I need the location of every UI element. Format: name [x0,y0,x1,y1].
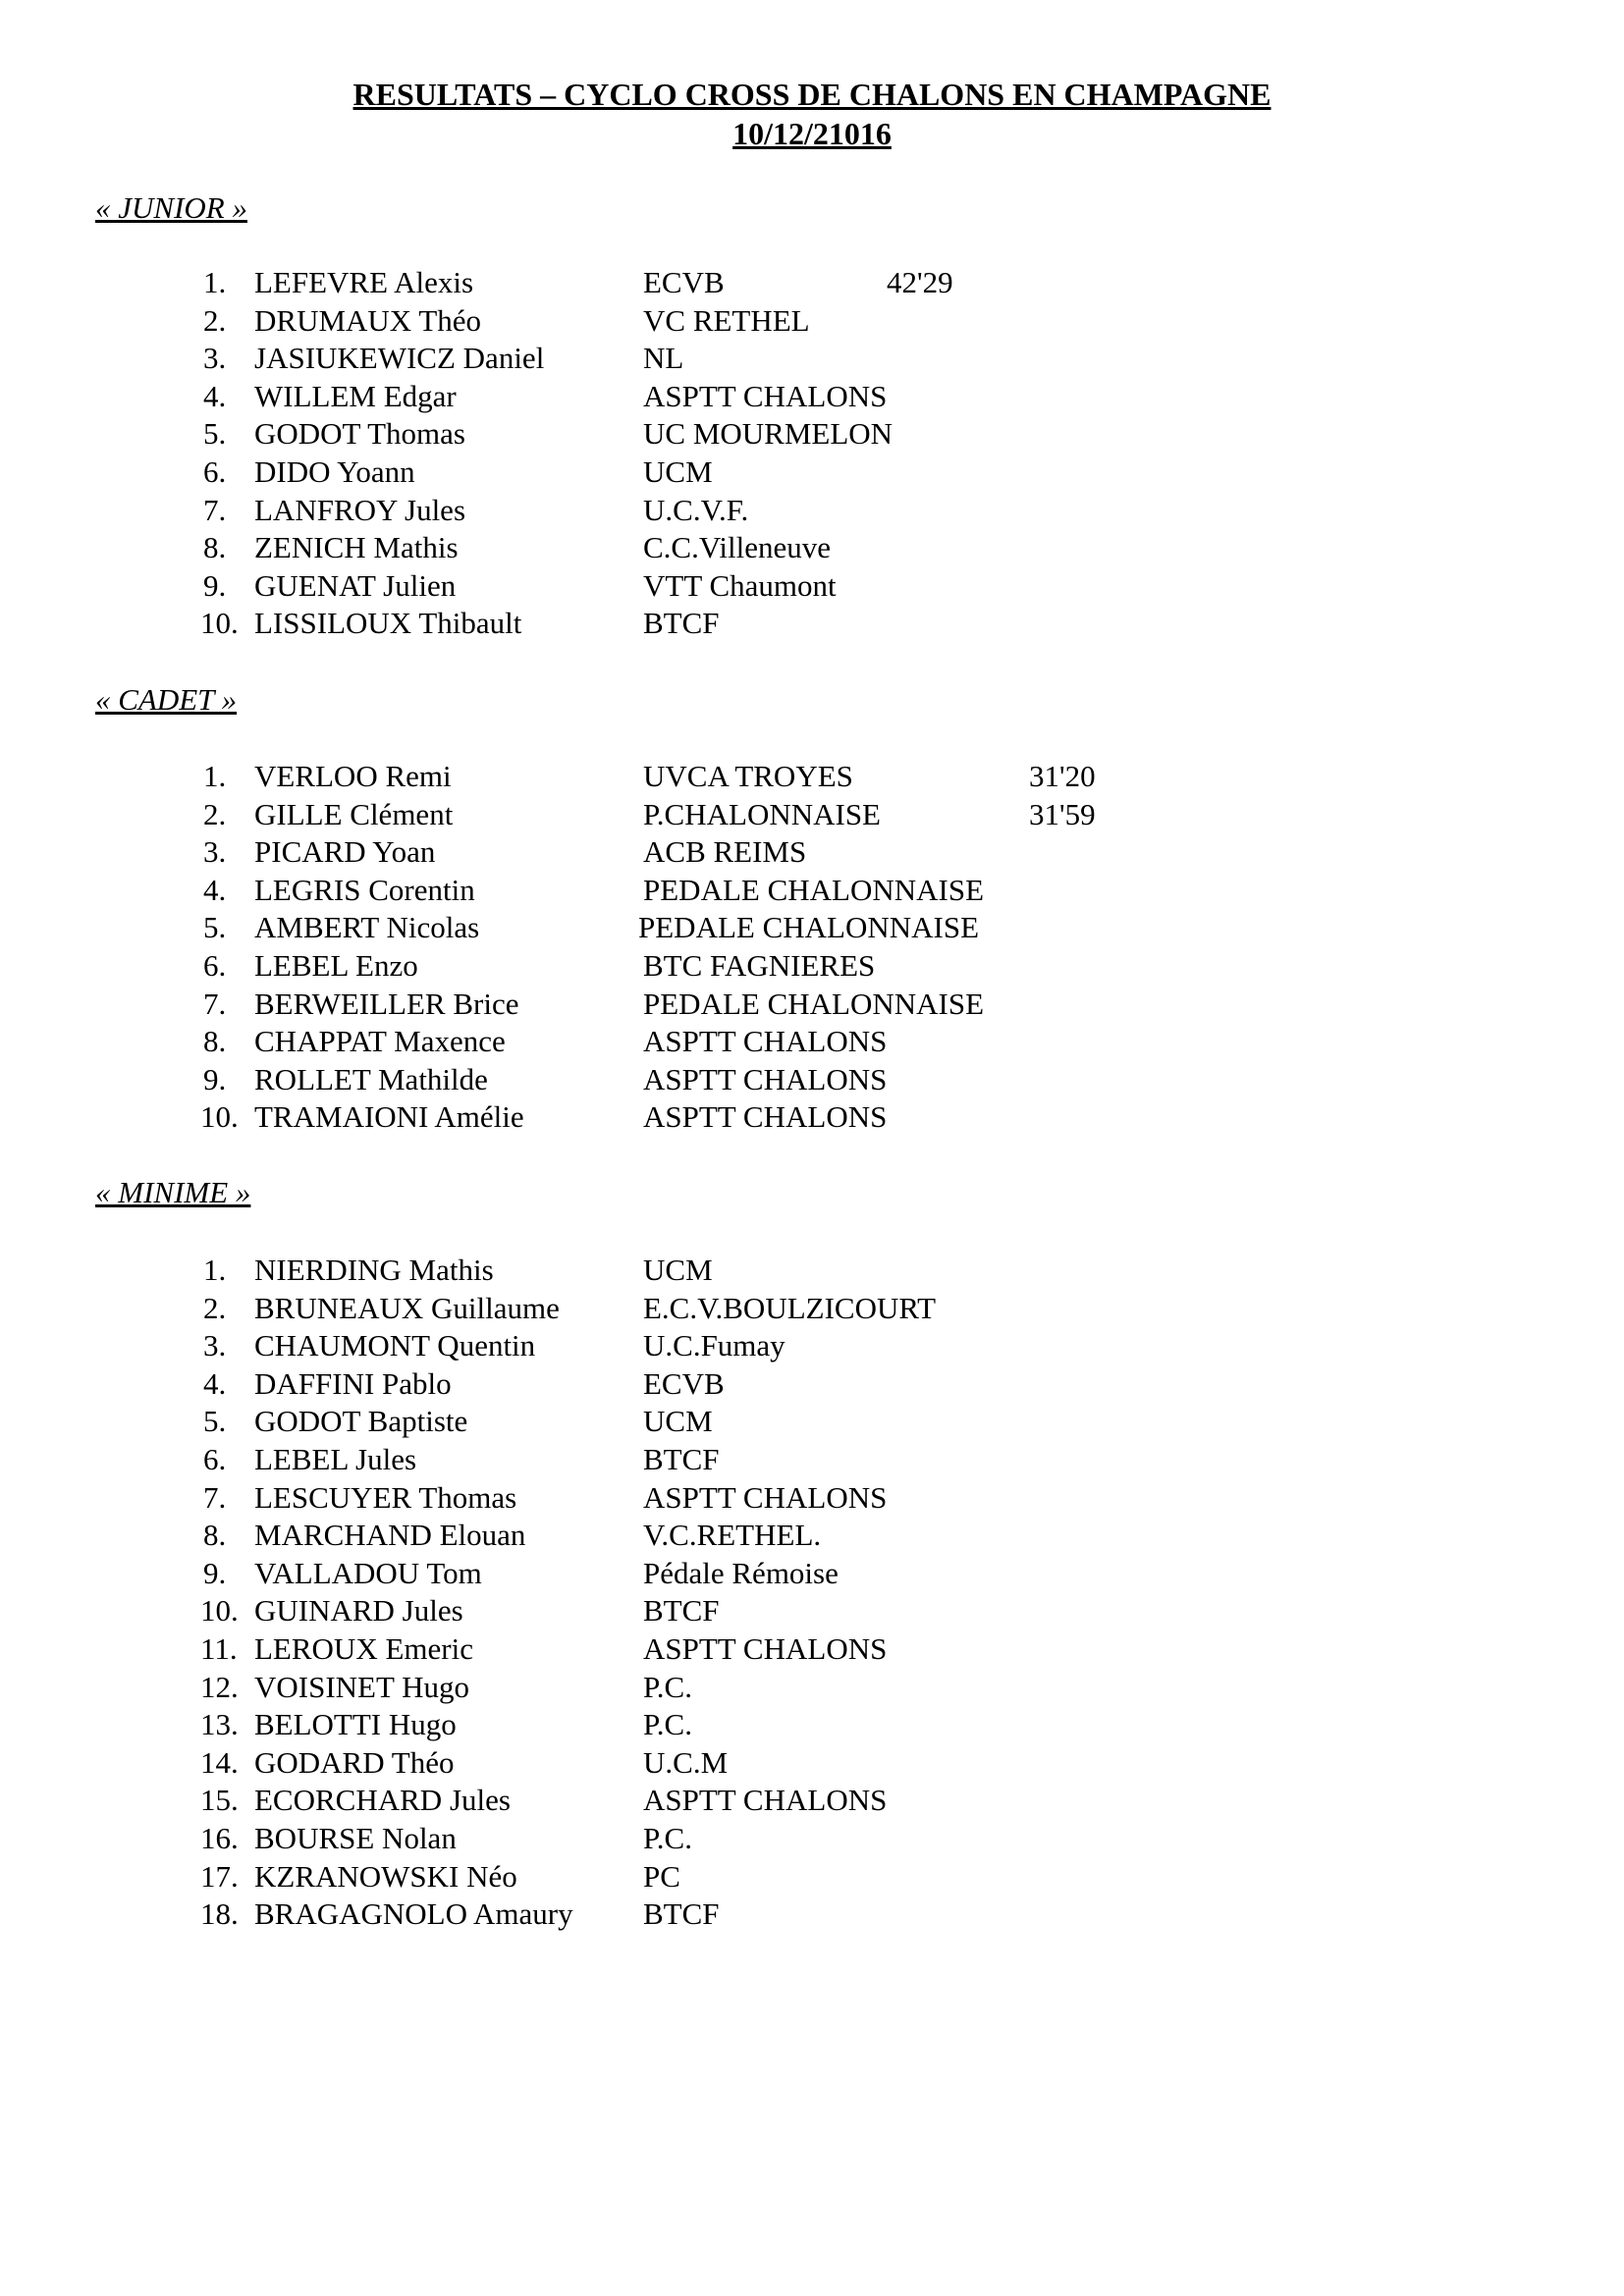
rider-name: LESCUYER Thomas [254,1479,517,1515]
result-row [0,608,1624,645]
result-row [0,1898,1624,1936]
result-row [0,1633,1624,1671]
club-name: PC [643,1858,680,1894]
club-name: ACB REIMS [643,834,807,870]
result-row [0,1444,1624,1481]
rank: 6. [203,1442,227,1476]
rank: 6. [203,454,227,489]
result-row [0,418,1624,455]
club-name: ECVB [643,1365,725,1401]
club-name: BTC FAGNIERES [643,948,876,983]
rider-name: LISSILOUX Thibault [254,606,522,641]
rider-name: GODOT Baptiste [254,1404,468,1439]
rank: 10. [200,1099,239,1135]
rank: 2. [203,796,227,831]
rider-name: GUINARD Jules [254,1593,463,1629]
rank: 7. [203,986,227,1021]
result-row [0,267,1624,304]
rider-name: PICARD Yoan [254,834,436,870]
rank: 8. [203,1518,227,1553]
rider-name: KZRANOWSKI Néo [254,1858,517,1894]
rank: 1. [203,265,227,299]
rank: 17. [200,1858,239,1894]
club-name: ECVB [643,265,725,299]
club-name: PEDALE CHALONNAISE [643,872,985,907]
finish-time: 31'20 [1029,759,1096,793]
rank: 3. [203,341,227,376]
result-row [0,1479,1624,1520]
rider-name: GUENAT Julien [254,567,457,603]
club-name: P.C. [643,1707,692,1742]
club-name: ASPTT CHALONS [643,1631,888,1666]
result-row [0,1520,1624,1557]
club-name: ASPTT CHALONS [643,1061,888,1096]
club-name: UCM [643,454,713,489]
rider-name: LEBEL Jules [254,1442,417,1476]
rider-name: BRUNEAUX Guillaume [254,1290,560,1325]
document-title: RESULTATS – CYCLO CROSS DE CHALONS EN CHAMPAGNE [352,77,1272,112]
rider-name: BOURSE Nolan [254,1821,457,1855]
rank: 12. [200,1669,239,1704]
rank: 13. [200,1707,239,1742]
rider-name: ZENICH Mathis [254,530,459,565]
rank: 3. [203,834,227,870]
rider-name: LANFROY Jules [254,492,466,527]
rank: 4. [203,1365,227,1401]
club-name: P.C. [643,1669,692,1704]
rank: 5. [203,1404,227,1439]
rank: 16. [200,1821,239,1855]
club-name: UCM [643,1253,713,1287]
club-name: BTCF [643,606,720,641]
rank: 1. [203,759,227,793]
result-row [0,761,1624,798]
rider-name: GODARD Théo [254,1744,455,1780]
rider-name: ECORCHARD Jules [254,1783,511,1818]
club-name: P.C. [643,1821,692,1855]
club-name: C.C.Villeneuve [643,530,831,565]
club-name: P.CHALONNAISE [643,796,881,831]
club-name: E.C.V.BOULZICOURT [643,1290,937,1325]
rank: 3. [203,1328,227,1363]
result-row [0,1290,1624,1330]
result-row [0,1595,1624,1632]
rank: 14. [200,1744,239,1780]
rider-name: AMBERT Nicolas [254,910,480,945]
result-row [0,1709,1624,1746]
rank: 10. [200,606,239,641]
result-row [0,1785,1624,1822]
rider-name: CHAUMONT Quentin [254,1328,536,1363]
rank: 4. [203,872,227,907]
section-heading: « MINIME » [95,1175,251,1209]
result-row [0,532,1624,569]
club-name: ASPTT CHALONS [643,1783,888,1818]
rider-name: DAFFINI Pablo [254,1365,452,1401]
document-date: 10/12/21016 [732,116,892,151]
rank: 5. [203,910,227,945]
club-name: UVCA TROYES [643,759,853,793]
rider-name: LEROUX Emeric [254,1631,473,1666]
result-row [0,567,1624,608]
rider-name: BELOTTI Hugo [254,1707,457,1742]
result-row [0,1744,1624,1785]
rank: 10. [200,1593,239,1629]
rider-name: NIERDING Mathis [254,1253,494,1287]
rider-name: MARCHAND Elouan [254,1518,526,1553]
rank: 9. [203,567,227,603]
rider-name: GILLE Clément [254,796,454,831]
rider-name: JASIUKEWICZ Daniel [254,341,545,376]
rider-name: LEFEVRE Alexis [254,265,474,299]
club-name: Pédale Rémoise [643,1555,839,1590]
result-row [0,1026,1624,1063]
rank: 6. [203,948,227,983]
finish-time: 42'29 [887,265,953,299]
rider-name: VOISINET Hugo [254,1669,469,1704]
rider-name: VERLOO Remi [254,759,452,793]
club-name: NL [643,341,684,376]
rider-name: WILLEM Edgar [254,378,457,413]
club-name: UCM [643,1404,713,1439]
rider-name: LEGRIS Corentin [254,872,475,907]
rank: 2. [203,1290,227,1325]
club-name: BTCF [643,1442,720,1476]
result-row [0,1330,1624,1367]
rank: 4. [203,378,227,413]
rank: 11. [200,1631,238,1666]
section-heading: « CADET » [95,682,238,717]
rank: 8. [203,1024,227,1059]
rider-name: TRAMAIONI Amélie [254,1099,524,1135]
rider-name: ROLLET Mathilde [254,1061,488,1096]
result-row [0,1406,1624,1443]
rank: 5. [203,416,227,452]
club-name: BTCF [643,1896,720,1932]
finish-time: 31'59 [1029,796,1096,831]
result-row [0,836,1624,874]
club-name: ASPTT CHALONS [643,1479,888,1515]
result-row [0,378,1624,418]
rank: 2. [203,302,227,338]
result-row [0,950,1624,988]
rank: 18. [200,1896,239,1932]
rider-name: DIDO Yoann [254,454,415,489]
club-name: U.C.Fumay [643,1328,785,1363]
club-name: PEDALE CHALONNAISE [643,986,985,1021]
rider-name: VALLADOU Tom [254,1555,482,1590]
result-row [0,1365,1624,1406]
rider-name: CHAPPAT Maxence [254,1024,506,1059]
result-row [0,1101,1624,1139]
rider-name: BERWEILLER Brice [254,986,519,1021]
club-name: ASPTT CHALONS [643,1024,888,1059]
club-name: VTT Chaumont [643,567,837,603]
result-row [0,456,1624,494]
result-row [0,492,1624,532]
result-row [0,1255,1624,1292]
result-row [0,1858,1624,1898]
rank: 15. [200,1783,239,1818]
result-row [0,1555,1624,1595]
result-row [0,1061,1624,1101]
rank: 9. [203,1555,227,1590]
rank: 8. [203,530,227,565]
result-row [0,796,1624,836]
result-row [0,1669,1624,1709]
rank: 9. [203,1061,227,1096]
rank: 1. [203,1253,227,1287]
rider-name: LEBEL Enzo [254,948,418,983]
result-row [0,343,1624,380]
rider-name: BRAGAGNOLO Amaury [254,1896,573,1932]
club-name: U.C.M [643,1744,729,1780]
result-row [0,872,1624,912]
section-heading: « JUNIOR » [95,190,247,225]
result-row [0,912,1624,949]
rank: 7. [203,492,227,527]
rider-name: DRUMAUX Théo [254,302,482,338]
club-name: PEDALE CHALONNAISE [638,910,980,945]
club-name: U.C.V.F. [643,492,749,527]
club-name: UC MOURMELON [643,416,893,452]
club-name: ASPTT CHALONS [643,1099,888,1135]
result-row [0,302,1624,343]
rank: 7. [203,1479,227,1515]
rider-name: GODOT Thomas [254,416,465,452]
result-row [0,1823,1624,1860]
club-name: VC RETHEL [643,302,810,338]
club-name: V.C.RETHEL. [643,1518,822,1553]
club-name: BTCF [643,1593,720,1629]
club-name: ASPTT CHALONS [643,378,888,413]
result-row [0,988,1624,1026]
